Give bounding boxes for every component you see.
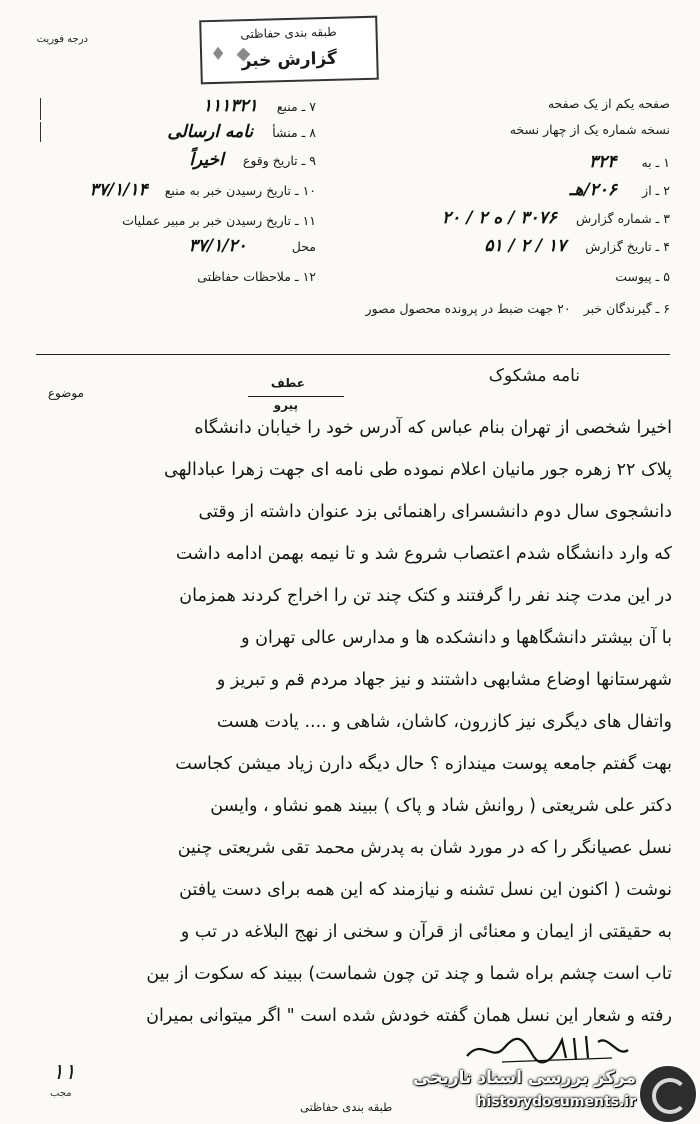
subject-label: موضوع bbox=[47, 386, 84, 400]
ref-atf: عطف bbox=[270, 376, 305, 390]
body-line: رفته و شعار این نسل همان گفته خودش شده است " اگر میتوانی بمیران bbox=[146, 1006, 672, 1026]
field-source-value: ۱۱۱۳۲۱ bbox=[202, 96, 258, 116]
ref-divider bbox=[248, 396, 344, 397]
body-line: که وارد دانشگاه شدم اعتصاب شروع شد و تا نیمه بهمن ادامه داشت bbox=[175, 544, 672, 564]
body-line: پلاک ۲۲ زهره جور مانیان اعلام نموده طی نامه ای جهت زهرا عبادالهی bbox=[164, 460, 672, 480]
field-occurrence-date-label: ۹ ـ تاریخ وقوع bbox=[242, 153, 316, 168]
field-report-number bbox=[442, 208, 670, 228]
body-line: بهت گفتم جامعه پوست میندازه ؟ حال دیگه دارن زیاد میشن کجاست bbox=[175, 754, 672, 774]
field-received-by-source bbox=[90, 180, 316, 200]
field-to bbox=[589, 152, 670, 172]
field-report-date-value: ۱۷ / ۲ / ۵۱ bbox=[484, 236, 567, 256]
field-attachment-label: ۵ ـ پیوست bbox=[615, 269, 670, 284]
footer-classification: طبقه بندی حفاظتی bbox=[300, 1100, 393, 1114]
field-attachment bbox=[615, 266, 670, 286]
field-received-by-source-value: ۳۷/۱/۱۴ bbox=[89, 180, 148, 200]
field-location bbox=[189, 236, 316, 256]
body-line: تاب است چشم براه شما و چند تن چون شماست) ببیند که سکوت از بین bbox=[146, 964, 672, 984]
page-info: صفحه یکم از یک صفحه bbox=[547, 96, 670, 111]
field-received-by-ops-label: ۱۱ ـ تاریخ رسیدن خبر بر مبیر عملیات bbox=[122, 213, 316, 228]
ref-peyro: پیرو bbox=[273, 398, 298, 412]
bracket-mark bbox=[40, 122, 41, 142]
field-received-by-ops bbox=[122, 210, 316, 229]
field-recipients-label: ۶ ـ گیرندگان خبر bbox=[583, 301, 670, 316]
body-line: در این مدت چند نفر را گرفتند و کتک چند تن را اخراج کردند همزمان bbox=[179, 586, 672, 606]
body-line: دانشجوی سال دوم دانشسرای راهنمائی بزد عنوان داشته از وقتی bbox=[198, 502, 672, 522]
page-number: ۱۱ bbox=[52, 1060, 76, 1085]
body-line: با آن بیشتر دانشگاهها و دانشکده ها و مدارس عالی تهران و bbox=[241, 628, 672, 648]
field-recipients bbox=[366, 298, 670, 317]
field-received-by-source-label: ۱۰ ـ تاریخ رسیدن خبر به منبع bbox=[164, 183, 316, 198]
body-line: نسل عصیانگر را که در مورد شان به پدرش محمد تقی شریعتی چنین bbox=[177, 838, 672, 858]
stamp-report-title: گزارش خبر bbox=[241, 48, 338, 72]
field-recipients-value: ۲۰ جهت ضبط در پرونده محصول مصور bbox=[365, 301, 571, 316]
stamp-classification-label: طبقه بندی حفاظتی bbox=[240, 24, 337, 42]
watermark-persian: مرکز بررسی اسناد تاریخی bbox=[413, 1068, 636, 1088]
field-location-label: محل bbox=[291, 239, 316, 254]
field-occurrence-date-value: اخیراً bbox=[189, 150, 224, 170]
body-line: دکتر علی شریعتی ( روانش شاد و پاک ) ببیند همو نشاو ، وایسن bbox=[210, 796, 672, 816]
stamp-ghost-mark: ♦ ◆ bbox=[209, 42, 253, 66]
header-divider bbox=[36, 354, 670, 355]
field-occurrence-date bbox=[189, 150, 316, 170]
watermark-logo-icon bbox=[638, 1064, 698, 1124]
field-report-number-label: ۳ ـ شماره گزارش bbox=[575, 211, 670, 226]
field-from bbox=[570, 180, 671, 200]
field-origin bbox=[167, 122, 316, 142]
body-line: واتفال های دیگری نیز کازرون، کاشان، شاهی و .... یادت هست bbox=[216, 712, 672, 732]
watermark-url: historydocuments.ir bbox=[476, 1094, 636, 1110]
field-source-label: ۷ ـ منبع bbox=[276, 99, 316, 114]
body-line: اخیرا شخصی از تهران بنام عباس که آدرس خود را خیابان دانشگاه bbox=[194, 418, 672, 438]
watermark bbox=[410, 1060, 700, 1124]
field-origin-label: ۸ ـ منشأ bbox=[272, 125, 316, 140]
copy-info: نسخه شماره یک از چهار نسخه bbox=[509, 122, 670, 137]
field-to-value: ۳۲۴ bbox=[588, 152, 617, 172]
field-received-by-ops-value: ۳۷/۱/۲۰ bbox=[188, 236, 247, 256]
field-origin-value: نامه ارسالی bbox=[167, 122, 254, 142]
body-line: شهرستانها اوضاع مشابهی داشتند و نیز جهاد مردم قم و تبریز و bbox=[216, 670, 672, 690]
field-report-date bbox=[484, 236, 670, 256]
field-to-label: ۱ ـ به bbox=[641, 155, 670, 170]
field-source bbox=[203, 96, 316, 116]
body-line: نوشت ( اکنون این نسل تشنه و نیازمند که این همه برای دست یافتن bbox=[179, 880, 672, 900]
field-from-value: ۲۰۶/هـ bbox=[569, 180, 618, 200]
subject-value: نامه مشکوک bbox=[488, 366, 580, 386]
field-report-date-label: ۴ ـ تاریخ گزارش bbox=[585, 239, 670, 254]
page-scribble: مجب bbox=[50, 1088, 72, 1099]
priority-label: درجه فوریت bbox=[36, 34, 88, 45]
field-from-label: ۲ ـ از bbox=[642, 183, 670, 198]
classification-stamp bbox=[199, 16, 379, 85]
field-security-notes-label: ۱۲ ـ ملاحظات حفاظتی bbox=[197, 269, 316, 284]
field-security-notes bbox=[197, 266, 316, 285]
bracket-mark bbox=[40, 98, 41, 120]
body-line: به حقیقتی از ایمان و معنائی از قرآن و سخنی از نهج البلاغه در تب و bbox=[180, 922, 672, 942]
field-report-number-value: ۳۰۷۶ / ه ۲ / ۲۰ bbox=[442, 208, 557, 228]
